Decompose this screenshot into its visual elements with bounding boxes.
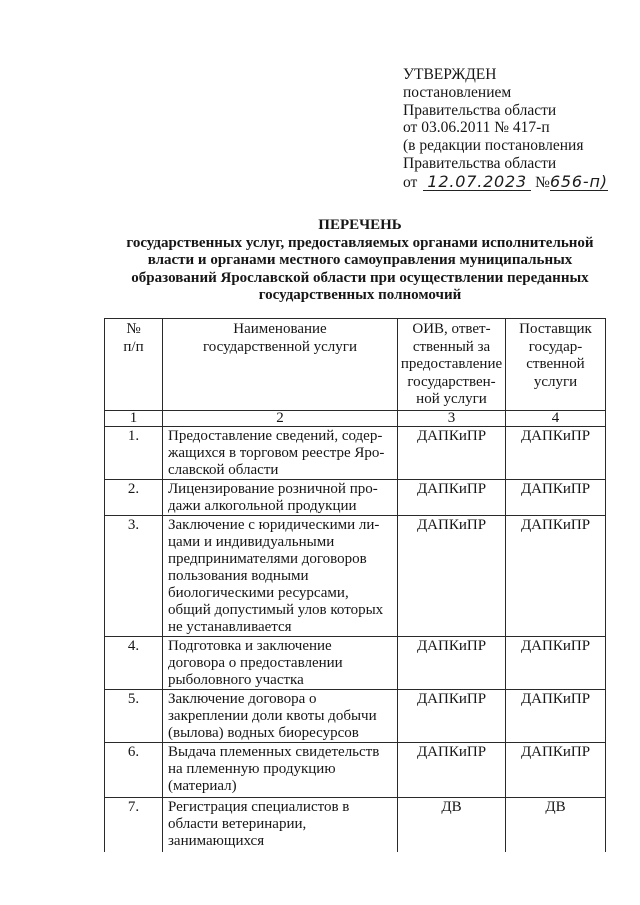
document-title bbox=[100, 217, 620, 305]
table-row bbox=[105, 516, 606, 637]
responsible-authority: ДАПКиПР bbox=[398, 427, 506, 480]
handwritten-date: 12.07.2023 bbox=[423, 173, 531, 191]
table-row bbox=[105, 637, 606, 690]
supplier: ДАПКиПР bbox=[506, 743, 606, 798]
service-name: Заключение договора о закреплении доли квоты добычи (вылова) водных биоресурсов bbox=[163, 690, 398, 743]
service-name: Подготовка и заключение договора о предоставлении рыболовного участка bbox=[163, 637, 398, 690]
row-number: 3. bbox=[105, 516, 163, 637]
column-numbers-row bbox=[105, 411, 606, 427]
service-name: Предоставление сведений, содер- жащихся в торговом реестре Яро- славской области bbox=[163, 427, 398, 480]
supplier: ДАПКиПР bbox=[506, 480, 606, 516]
responsible-authority: ДАПКиПР bbox=[398, 516, 506, 637]
row-number: 1. bbox=[105, 427, 163, 480]
service-name: Лицензирование розничной про- дажи алкогольной продукции bbox=[163, 480, 398, 516]
column-number: 1 bbox=[105, 411, 163, 427]
approval-line: от 03.06.2011 № 417-п bbox=[403, 119, 550, 137]
responsible-authority: ДАПКиПР bbox=[398, 743, 506, 798]
row-number: 4. bbox=[105, 637, 163, 690]
handwritten-number: 656-п) bbox=[549, 171, 608, 191]
responsible-authority: ДАПКиПР bbox=[398, 480, 506, 516]
responsible-authority: ДВ bbox=[398, 798, 506, 852]
number-sign: № bbox=[535, 173, 550, 191]
row-number: 7. bbox=[105, 798, 163, 852]
row-number: 6. bbox=[105, 743, 163, 798]
supplier: ДАПКиПР bbox=[506, 516, 606, 637]
supplier: ДАПКиПР bbox=[506, 637, 606, 690]
table-row bbox=[105, 480, 606, 516]
header-supplier: Поставщик государ- ственной услуги bbox=[506, 319, 606, 411]
table-row bbox=[105, 798, 606, 852]
approval-line: постановлением bbox=[403, 83, 512, 101]
approval-block bbox=[403, 66, 608, 191]
service-name: Выдача племенных свидетельств на племенную продукцию (материал) bbox=[163, 743, 398, 798]
table-row bbox=[105, 743, 606, 798]
services-table bbox=[104, 318, 606, 852]
header-number: № п/п bbox=[105, 319, 163, 411]
title-heading: ПЕРЕЧЕНЬ bbox=[318, 217, 402, 233]
responsible-authority: ДАПКиПР bbox=[398, 690, 506, 743]
responsible-authority: ДАПКиПР bbox=[398, 637, 506, 690]
row-number: 2. bbox=[105, 480, 163, 516]
approval-amendment-line bbox=[403, 173, 608, 191]
row-number: 5. bbox=[105, 690, 163, 743]
approval-line: Правительства области bbox=[403, 154, 557, 172]
header-responsible-authority: ОИВ, ответ- ственный за предоставление государствен- ной услуги bbox=[398, 319, 506, 411]
column-number: 3 bbox=[398, 411, 506, 427]
table-row bbox=[105, 690, 606, 743]
approval-heading: УТВЕРЖДЕН bbox=[403, 66, 497, 83]
column-number: 4 bbox=[506, 411, 606, 427]
amendment-prefix: от bbox=[403, 173, 418, 191]
header-service-name: Наименование государственной услуги bbox=[163, 319, 398, 411]
column-number: 2 bbox=[163, 411, 398, 427]
table-row bbox=[105, 427, 606, 480]
approval-line: (в редакции постановления bbox=[403, 137, 584, 155]
table-header-row bbox=[105, 319, 606, 411]
approval-line: Правительства области bbox=[403, 101, 557, 119]
supplier: ДАПКиПР bbox=[506, 427, 606, 480]
supplier: ДВ bbox=[506, 798, 606, 852]
service-name: Заключение с юридическими ли- цами и индивидуальными предпринимателями договоров пользования водными биологическими ресурсами, общий допустимый улов которых не устанавливается bbox=[163, 516, 398, 637]
title-subtitle: государственных услуг, предоставляемых органами исполнительной власти и органами местного самоуправления муниципальных образований Ярославской области при осуществлении переданных государственных полномочий bbox=[126, 234, 594, 304]
service-name: Регистрация специалистов в области ветеринарии, занимающихся bbox=[163, 798, 398, 852]
supplier: ДАПКиПР bbox=[506, 690, 606, 743]
